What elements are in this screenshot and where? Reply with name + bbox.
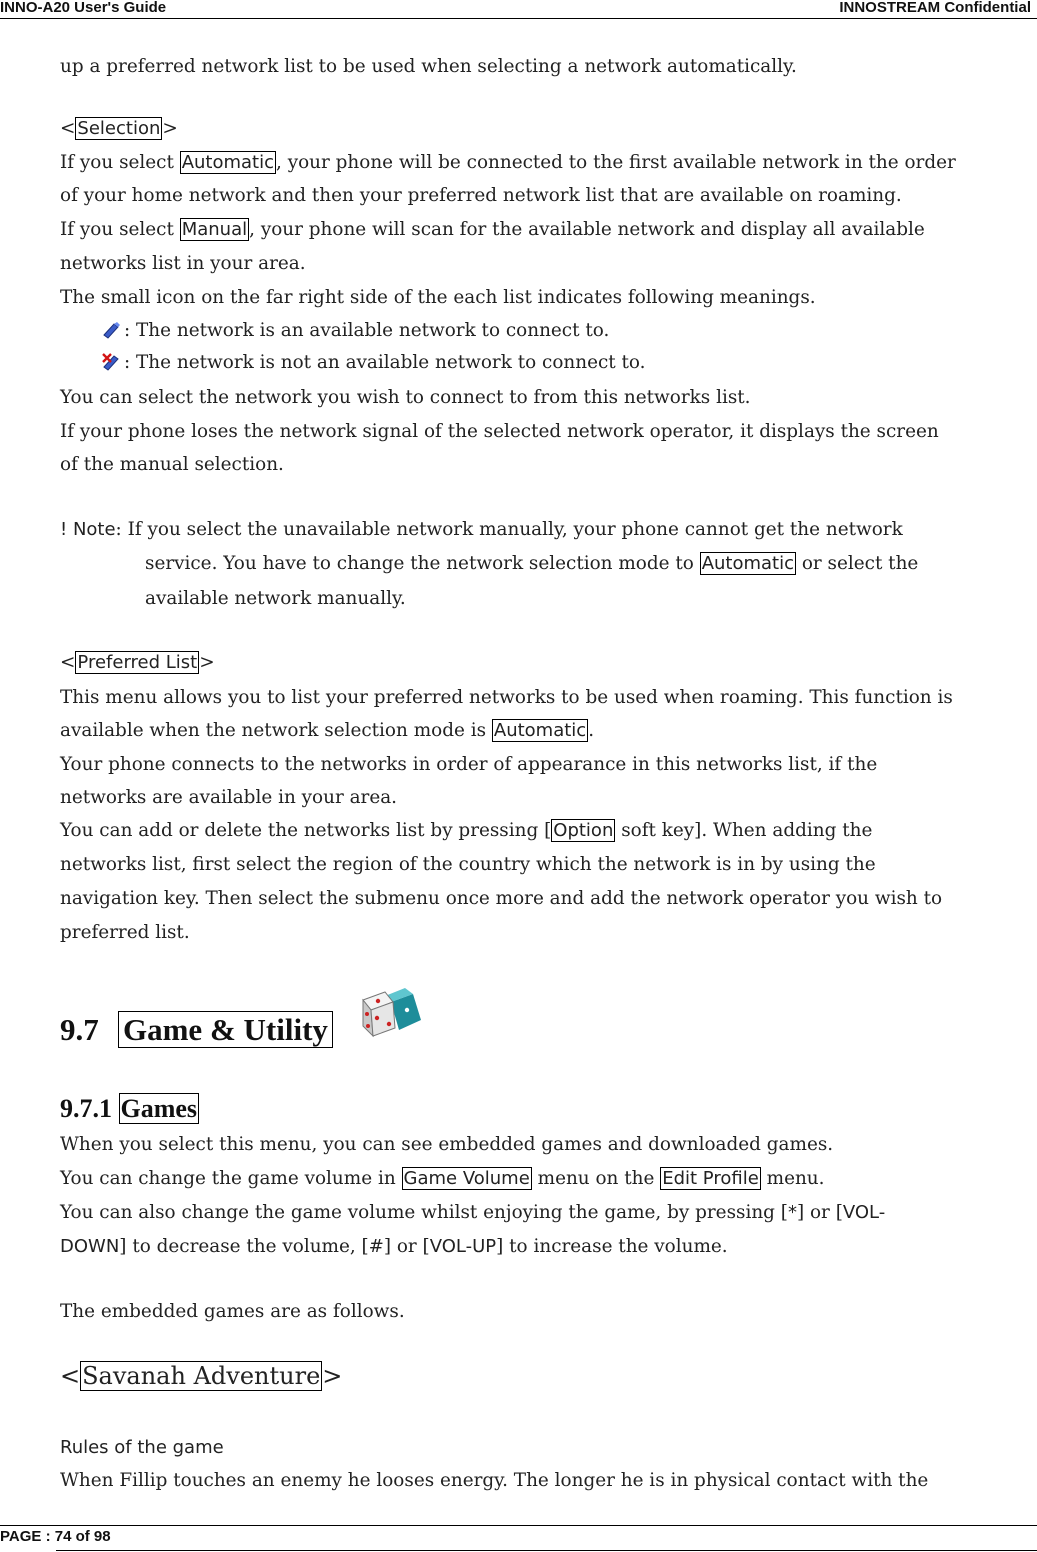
games-p1: When you select this menu, you can see embedded games and downloaded games.	[60, 1134, 834, 1155]
selection-p5-cont: of the manual selection.	[60, 454, 284, 475]
preferred-heading: < Preferred List >	[60, 652, 215, 673]
preferred-p2: Your phone connects to the networks in order of appearance in this networks list, if the	[60, 754, 878, 775]
preferred-p3-line3: navigation key. Then select the submenu once more and add the network operator you wish to	[60, 888, 943, 909]
selection-p3: The small icon on the far right side of the each list indicates following meanings.	[60, 287, 816, 308]
subsection-number: 9.7.1	[60, 1094, 112, 1123]
note-line-1: ! Note: If you select the unavailable network manually, your phone cannot get the network	[60, 519, 903, 540]
section-number: 9.7	[60, 1012, 99, 1047]
games-p2: You can change the game volume in Game Volume menu on the Edit Profile menu.	[60, 1168, 825, 1189]
page-footer	[0, 1525, 1037, 1552]
phone-available-icon	[102, 321, 122, 345]
subsection-title: Games	[120, 1094, 198, 1123]
icon-legend-available: : The network is an available network to connect to.	[60, 320, 609, 345]
preferred-p3-line4: preferred list.	[60, 922, 190, 943]
preferred-p3-line2: networks list, first select the region of the country which the network is in by using the	[60, 854, 876, 875]
games-p3-cont: DOWN] to decrease the volume, [#] or [VOL-UP] to increase the volume.	[60, 1236, 728, 1257]
dice-icon	[355, 980, 425, 1044]
game-title: <Savanah Adventure>	[60, 1362, 343, 1390]
preferred-p2-cont: networks are available in your area.	[60, 787, 398, 808]
selection-p5: If your phone loses the network signal of the selected network operator, it displays the screen	[60, 421, 939, 442]
games-p4: The embedded games are as follows.	[60, 1301, 405, 1322]
header-confidential: INNOSTREAM Confidential	[839, 0, 1031, 16]
note-label: ! Note	[60, 519, 116, 540]
page-number: PAGE : 74 of 98	[0, 1528, 111, 1545]
selection-p2: If you select Manual , your phone will scan for the available network and display all available	[60, 219, 925, 240]
rules-text: When Fillip touches an enemy he looses energy. The longer he is in physical contact with the	[60, 1470, 929, 1491]
note-line-3: available network manually.	[145, 588, 406, 609]
preferred-p1: This menu allows you to list your preferred networks to be used when roaming. This function is	[60, 687, 953, 708]
preferred-p1-cont: available when the network selection mode is Automatic .	[60, 720, 595, 741]
note-line-2: service. You have to change the network selection mode to Automatic or select the	[145, 553, 919, 574]
page-header	[0, 0, 1037, 19]
subsection-heading	[60, 1094, 199, 1124]
rules-heading: Rules of the game	[60, 1437, 224, 1458]
selection-p1-cont: of your home network and then your preferred network list that are available on roaming.	[60, 185, 902, 206]
header-title: INNO-A20 User's Guide	[0, 0, 167, 16]
selection-p2-cont: networks list in your area.	[60, 253, 306, 274]
section-title: Game & Utility	[118, 1011, 333, 1048]
games-p3: You can also change the game volume whilst enjoying the game, by pressing [*] or [VOL-	[60, 1202, 886, 1223]
icon-legend-unavailable: : The network is not an available network to connect to.	[60, 352, 645, 377]
selection-heading: < Selection >	[60, 118, 178, 139]
phone-unavailable-icon	[102, 353, 122, 377]
section-heading	[60, 1012, 333, 1048]
selection-p4: You can select the network you wish to connect to from this networks list.	[60, 387, 751, 408]
intro-line: up a preferred network list to be used when selecting a network automatically.	[60, 56, 797, 77]
preferred-p3: You can add or delete the networks list by pressing [ Option soft key]. When adding the	[60, 820, 873, 841]
selection-p1: If you select Automatic , your phone will be connected to the first available network in the order	[60, 152, 956, 173]
